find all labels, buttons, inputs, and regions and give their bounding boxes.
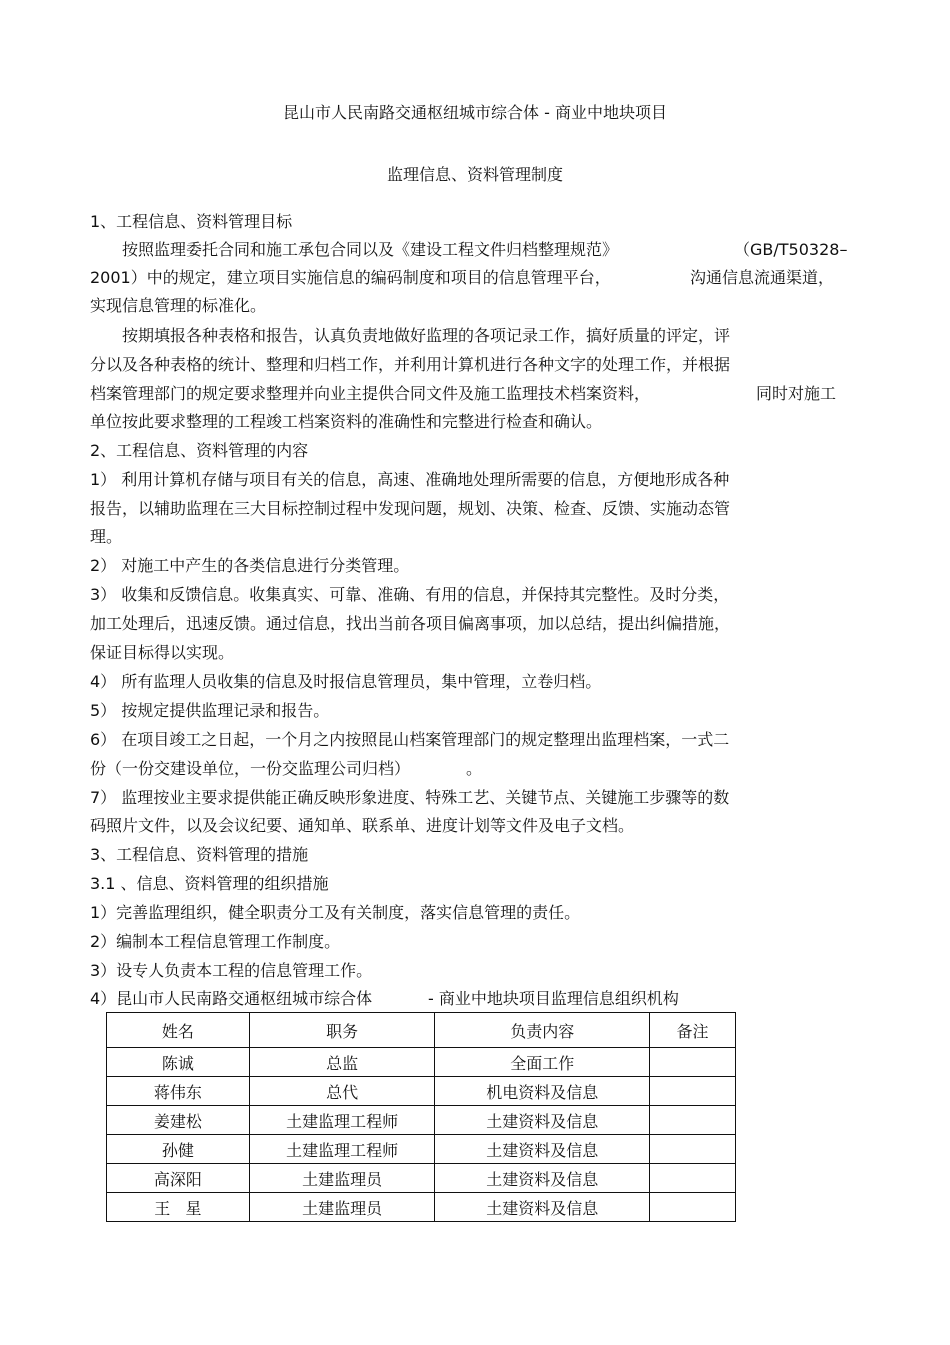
paragraph-fragment: （GB/T50328– <box>734 240 848 259</box>
subsection-heading: 3.1 、信息、资料管理的组织措施 <box>90 874 329 893</box>
list-item: 5） 按规定提供监理记录和报告。 <box>90 701 330 720</box>
section-heading: 1、工程信息、资料管理目标 <box>90 212 293 231</box>
list-item: 3） 收集和反馈信息。收集真实、可靠、准确、有用的信息，并保持其完整性。及时分类， <box>90 585 730 604</box>
paragraph-line: 按期填报各种表格和报告，认真负责地做好监理的各项记录工作，搞好质量的评定，评 <box>122 326 731 345</box>
table-header-row <box>107 1013 736 1048</box>
table-row <box>107 1077 736 1106</box>
paragraph-line: 档案管理部门的规定要求整理并向业主提供合同文件及施工监理技术档案资料， <box>90 384 651 403</box>
paragraph-line: 2001）中的规定，建立项目实施信息的编码制度和项目的信息管理平台， <box>90 268 611 287</box>
table-header-cell: 姓名 <box>107 1013 250 1048</box>
list-item-continued: 报告，以辅助监理在三大目标控制过程中发现问题，规划、决策、检查、反馈、实施动态管 <box>90 499 731 518</box>
table-cell: 土建资料及信息 <box>435 1164 650 1193</box>
paragraph-fragment: 。 <box>466 759 483 778</box>
table-cell <box>650 1193 736 1222</box>
document-subtitle: 监理信息、资料管理制度 <box>386 165 563 184</box>
table-cell: 陈诚 <box>107 1048 250 1077</box>
list-item-continued: 码照片文件，以及会议纪要、通知单、联系单、进度计划等文件及电子文档。 <box>90 816 635 835</box>
table-header-cell: 负责内容 <box>435 1013 650 1048</box>
table-cell <box>650 1077 736 1106</box>
table-cell <box>650 1048 736 1077</box>
table-row <box>107 1106 736 1135</box>
table-row <box>107 1048 736 1077</box>
table-cell: 蒋伟东 <box>107 1077 250 1106</box>
document-title: 昆山市人民南路交通枢纽城市综合体 - 商业中地块项目 <box>283 103 667 122</box>
section-heading: 2、工程信息、资料管理的内容 <box>90 441 309 460</box>
table-cell: 王 星 <box>107 1193 250 1222</box>
list-item: 1） 利用计算机存储与项目有关的信息，高速、准确地处理所需要的信息，方便地形成各种 <box>90 470 730 489</box>
paragraph-fragment: 同时对施工 <box>756 384 837 403</box>
table-cell: 土建监理工程师 <box>249 1106 435 1135</box>
section-heading: 3、工程信息、资料管理的措施 <box>90 845 309 864</box>
list-item: 4）昆山市人民南路交通枢纽城市综合体 <box>90 989 373 1008</box>
paragraph-fragment: 沟通信息流通渠道， <box>690 268 835 287</box>
list-item: 4） 所有监理人员收集的信息及时报信息管理员，集中管理，立卷归档。 <box>90 672 602 691</box>
table-cell: 土建资料及信息 <box>435 1106 650 1135</box>
list-item-continued: 保证目标得以实现。 <box>90 643 235 662</box>
paragraph-fragment: - 商业中地块项目监理信息组织机构 <box>428 989 679 1008</box>
staff-table <box>106 1012 736 1222</box>
table-cell: 总监 <box>249 1048 435 1077</box>
list-item: 2） 对施工中产生的各类信息进行分类管理。 <box>90 556 410 575</box>
paragraph-line: 实现信息管理的标准化。 <box>90 296 267 315</box>
list-item-continued: 份（一份交建设单位，一份交监理公司归档） <box>90 759 411 778</box>
table-cell: 总代 <box>249 1077 435 1106</box>
table-cell: 姜建松 <box>107 1106 250 1135</box>
list-item: 1）完善监理组织，健全职责分工及有关制度，落实信息管理的责任。 <box>90 903 581 922</box>
table-row <box>107 1193 736 1222</box>
table-header-cell: 职务 <box>249 1013 435 1048</box>
list-item-continued: 加工处理后，迅速反馈。通过信息，找出当前各项目偏离事项，加以总结，提出纠偏措施， <box>90 614 731 633</box>
paragraph-line: 按照监理委托合同和施工承包合同以及《建设工程文件归档整理规范》 <box>122 240 619 259</box>
list-item: 3）设专人负责本工程的信息管理工作。 <box>90 961 373 980</box>
table-cell <box>650 1106 736 1135</box>
table-row <box>107 1135 736 1164</box>
table-cell: 土建资料及信息 <box>435 1135 650 1164</box>
table-cell: 土建监理员 <box>249 1193 435 1222</box>
list-item-continued: 理。 <box>90 527 123 546</box>
paragraph-line: 分以及各种表格的统计、整理和归档工作，并利用计算机进行各种文字的处理工作，并根据 <box>90 355 731 374</box>
table-header-cell: 备注 <box>650 1013 736 1048</box>
table-cell: 机电资料及信息 <box>435 1077 650 1106</box>
list-item: 2）编制本工程信息管理工作制度。 <box>90 932 341 951</box>
table-cell <box>650 1135 736 1164</box>
table-cell: 土建资料及信息 <box>435 1193 650 1222</box>
table-cell: 土建监理员 <box>249 1164 435 1193</box>
table-cell: 全面工作 <box>435 1048 650 1077</box>
paragraph-line: 单位按此要求整理的工程竣工档案资料的准确性和完整进行检查和确认。 <box>90 412 603 431</box>
table-cell: 高深阳 <box>107 1164 250 1193</box>
table-cell <box>650 1164 736 1193</box>
list-item: 7） 监理按业主要求提供能正确反映形象进度、特殊工艺、关键节点、关键施工步骤等的数 <box>90 788 730 807</box>
table-row <box>107 1164 736 1193</box>
table-cell: 孙健 <box>107 1135 250 1164</box>
table-cell: 土建监理工程师 <box>249 1135 435 1164</box>
list-item: 6） 在项目竣工之日起，一个月之内按照昆山档案管理部门的规定整理出监理档案，一式二 <box>90 730 730 749</box>
